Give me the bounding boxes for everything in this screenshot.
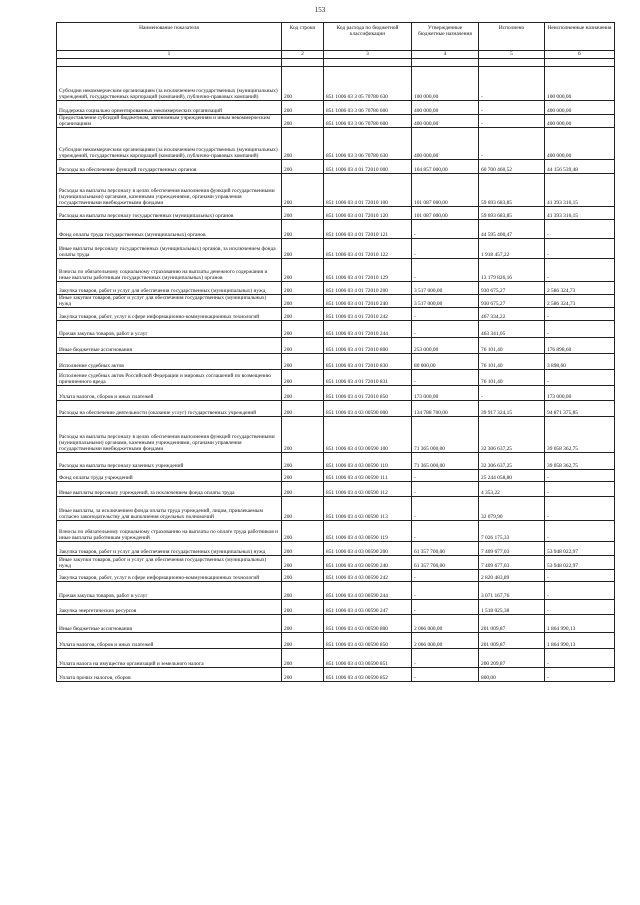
row-line-code: 200 — [282, 497, 324, 521]
row-unexecuted: - — [545, 259, 615, 282]
spacer-row — [57, 59, 615, 67]
row-line-code: 200 — [282, 308, 324, 321]
table-row — [57, 282, 615, 295]
row-name: Расходы на выплаты персоналу в целях обеспечения выполнения функций государственными (муниципальными) органами, казенными учреждениями, органами управления государственными внебюджетными фондами — [57, 417, 282, 453]
table-row — [57, 259, 615, 282]
row-approved: 71 365 000,00 — [412, 453, 479, 470]
row-executed: 467 334,22 — [479, 308, 545, 321]
row-executed: 930 675,27 — [479, 282, 545, 295]
row-budget-code: 851 1006 03 4 01 72010 850 — [324, 386, 412, 401]
row-line-code: 200 — [282, 370, 324, 386]
row-budget-code: 851 1006 03 4 01 72010 200 — [324, 282, 412, 295]
row-line-code: 200 — [282, 453, 324, 470]
row-line-code: 200 — [282, 521, 324, 542]
row-unexecuted: - — [545, 239, 615, 259]
table-row — [57, 649, 615, 668]
row-executed: - — [479, 386, 545, 401]
row-executed: 7 409 677,03 — [479, 542, 545, 556]
row-budget-code: 851 1006 03 3 06 70780 630 — [324, 128, 412, 160]
row-approved: 3 517 000,00 — [412, 295, 479, 308]
row-approved: - — [412, 521, 479, 542]
column-number-row — [57, 51, 615, 59]
row-name: Закупка товаров, работ и услуг для обеспечения государственных (муниципальных) нужд — [57, 542, 282, 556]
row-name: Фонд оплаты труда государственных (муниципальных) органов — [57, 220, 282, 239]
column-number: 5 — [479, 51, 545, 59]
row-approved: 104 857 000,00 — [412, 160, 479, 174]
table-row — [57, 115, 615, 128]
row-approved: - — [412, 259, 479, 282]
row-approved: 61 357 700,00 — [412, 542, 479, 556]
row-line-code: 200 — [282, 160, 324, 174]
table-row — [57, 308, 615, 321]
row-line-code: 200 — [282, 239, 324, 259]
header-approved: Утвержденные бюджетные назначения — [412, 23, 479, 51]
table-row — [57, 497, 615, 521]
row-name: Иные закупки товаров, работ и услуг для обеспечения государственных (муниципальных) нужд — [57, 295, 282, 308]
row-executed: 44 595 400,47 — [479, 220, 545, 239]
row-name: Исполнение судебных актов — [57, 354, 282, 370]
row-line-code: 200 — [282, 649, 324, 668]
row-name: Уплата прочих налогов, сборов — [57, 668, 282, 682]
header-row — [57, 23, 615, 51]
table-row — [57, 401, 615, 417]
row-unexecuted: - — [545, 668, 615, 682]
row-unexecuted: - — [545, 470, 615, 482]
row-name: Прочая закупка товаров, работ и услуг — [57, 582, 282, 600]
budget-execution-table — [56, 22, 615, 682]
row-budget-code: 851 1006 03 4 03 00590 000 — [324, 401, 412, 417]
row-budget-code: 851 1006 03 4 03 00590 242 — [324, 570, 412, 582]
row-name: Иные закупки товаров, работ и услуг для обеспечения государственных (муниципальных) нужд — [57, 556, 282, 570]
row-executed: 76 101,40 — [479, 354, 545, 370]
row-unexecuted: - — [545, 570, 615, 582]
row-line-code: 200 — [282, 207, 324, 220]
row-line-code: 200 — [282, 556, 324, 570]
header-budget-code: Код расхода по бюджетной классификации — [324, 23, 412, 51]
row-name: Закупка энергетических ресурсов — [57, 600, 282, 615]
row-unexecuted: 53 948 022,97 — [545, 542, 615, 556]
row-line-code: 200 — [282, 633, 324, 649]
row-budget-code: 851 1006 03 4 03 00590 110 — [324, 453, 412, 470]
row-unexecuted: 41 393 316,15 — [545, 207, 615, 220]
row-line-code: 200 — [282, 220, 324, 239]
row-approved: - — [412, 239, 479, 259]
row-budget-code: 851 1006 03 4 01 72010 242 — [324, 308, 412, 321]
row-unexecuted: - — [545, 582, 615, 600]
row-executed: 1 918 457,22 — [479, 239, 545, 259]
row-name: Закупка товаров, работ, услуг в сфере информационно-коммуникационных технологий — [57, 570, 282, 582]
row-budget-code: 851 1006 03 4 03 00590 113 — [324, 497, 412, 521]
row-name: Расходы на выплаты персоналу государственных (муниципальных) органов — [57, 207, 282, 220]
row-approved: 400 000,00 — [412, 128, 479, 160]
row-unexecuted: 94 871 375,85 — [545, 401, 615, 417]
row-unexecuted: 41 393 316,15 — [545, 174, 615, 207]
row-approved: 101 087 000,00 — [412, 207, 479, 220]
row-budget-code: 851 1006 03 3 05 70780 630 — [324, 67, 412, 101]
row-line-code: 200 — [282, 386, 324, 401]
table-row — [57, 321, 615, 338]
table-row — [57, 386, 615, 401]
row-approved: 173 000,00 — [412, 386, 479, 401]
table-row — [57, 542, 615, 556]
row-executed: 201 009,87 — [479, 633, 545, 649]
row-budget-code: 851 1006 03 4 03 00590 850 — [324, 633, 412, 649]
column-number: 4 — [412, 51, 479, 59]
row-line-code: 200 — [282, 295, 324, 308]
row-executed: 930 675,27 — [479, 295, 545, 308]
table-row — [57, 160, 615, 174]
row-executed: 32 079,90 — [479, 497, 545, 521]
column-number: 6 — [545, 51, 615, 59]
row-budget-code: 851 1006 03 4 01 72010 244 — [324, 321, 412, 338]
row-unexecuted: - — [545, 370, 615, 386]
row-line-code: 200 — [282, 417, 324, 453]
row-name: Иные выплаты персоналу государственных (муниципальных) органов, за исключением фонда оплаты труда — [57, 239, 282, 259]
row-name: Субсидии некоммерческим организациям (за исключением государственных (муниципальных) учреждений, государственных корпораций (компаний), публично-правовых компаний) — [57, 128, 282, 160]
table-row — [57, 295, 615, 308]
row-budget-code: 851 1006 03 4 01 72010 240 — [324, 295, 412, 308]
row-line-code: 200 — [282, 101, 324, 115]
row-unexecuted: 173 000,00 — [545, 386, 615, 401]
row-name: Субсидии некоммерческим организациям (за исключением государственных (муниципальных) учреждений, государственных корпораций (компаний), публично-правовых компаний) — [57, 67, 282, 101]
table-row — [57, 174, 615, 207]
row-approved: - — [412, 308, 479, 321]
row-line-code: 200 — [282, 259, 324, 282]
column-number: 3 — [324, 51, 412, 59]
row-unexecuted: 100 000,00 — [545, 67, 615, 101]
table-row — [57, 354, 615, 370]
row-name: Взносы по обязательному социальному страхованию на выплаты по оплате труда работников и иные выплаты работникам учреждений — [57, 521, 282, 542]
row-executed: 32 306 637,25 — [479, 417, 545, 453]
table-row — [57, 101, 615, 115]
row-approved: - — [412, 570, 479, 582]
column-number: 2 — [282, 51, 324, 59]
row-approved: - — [412, 470, 479, 482]
row-budget-code: 851 1006 03 4 03 00590 112 — [324, 482, 412, 497]
row-budget-code: 851 1006 03 4 01 72010 000 — [324, 160, 412, 174]
row-executed: 4 353,22 — [479, 482, 545, 497]
row-name: Закупка товаров, работ и услуг для обеспечения государственных (муниципальных) нужд — [57, 282, 282, 295]
row-budget-code: 851 1006 03 4 03 00590 851 — [324, 649, 412, 668]
row-budget-code: 851 1006 03 4 03 00590 111 — [324, 470, 412, 482]
row-budget-code: 851 1006 03 3 06 70780 600 — [324, 101, 412, 115]
row-executed: - — [479, 67, 545, 101]
table-row — [57, 220, 615, 239]
row-executed: 1 518 025,38 — [479, 600, 545, 615]
row-unexecuted: 2 586 324,73 — [545, 282, 615, 295]
table-row — [57, 668, 615, 682]
row-approved: 3 517 000,00 — [412, 282, 479, 295]
row-name: Поддержка социально ориентированных некоммерческих организаций — [57, 101, 282, 115]
row-unexecuted: 1 864 990,13 — [545, 633, 615, 649]
row-approved: - — [412, 668, 479, 682]
row-approved: 400 000,00 — [412, 115, 479, 128]
row-line-code: 200 — [282, 470, 324, 482]
row-executed: 3 071 167,76 — [479, 582, 545, 600]
row-name: Иные выплаты персоналу учреждений, за исключением фонда оплаты труда — [57, 482, 282, 497]
row-executed: 59 693 683,85 — [479, 207, 545, 220]
row-line-code: 200 — [282, 570, 324, 582]
row-executed: 201 009,87 — [479, 615, 545, 633]
row-name: Взносы по обязательному социальному страхованию на выплаты денежного содержания и иные выплаты работникам государственных (муниципальных) органов — [57, 259, 282, 282]
table-row — [57, 207, 615, 220]
row-line-code: 200 — [282, 582, 324, 600]
row-unexecuted: 39 058 362,75 — [545, 453, 615, 470]
row-line-code: 200 — [282, 174, 324, 207]
row-executed: - — [479, 115, 545, 128]
row-unexecuted: - — [545, 649, 615, 668]
table-row — [57, 633, 615, 649]
row-unexecuted: - — [545, 600, 615, 615]
row-unexecuted: 1 864 990,13 — [545, 615, 615, 633]
row-name: Исполнение судебных актов Российской Федерации и мировых соглашений по возмещению причиненного вреда — [57, 370, 282, 386]
row-approved: 71 365 000,00 — [412, 417, 479, 453]
row-approved: 253 000,00 — [412, 338, 479, 354]
row-unexecuted: 3 898,60 — [545, 354, 615, 370]
row-name: Расходы на обеспечение деятельности (оказание услуг) государственных учреждений — [57, 401, 282, 417]
row-name: Расходы на выплаты персоналу в целях обеспечения выполнения функций государственными (муниципальными) органами, казенными учреждениями, органами управления государственными внебюджетными фондами — [57, 174, 282, 207]
row-budget-code: 851 1006 03 4 01 72010 121 — [324, 220, 412, 239]
row-name: Иные выплаты, за исключением фонда оплаты труда учреждений, лицам, привлекаемым согласно законодательству для выполнения отдельных полномочий — [57, 497, 282, 521]
row-budget-code: 851 1006 03 4 01 72010 120 — [324, 207, 412, 220]
row-line-code: 200 — [282, 401, 324, 417]
row-approved: - — [412, 370, 479, 386]
table-row — [57, 453, 615, 470]
row-budget-code: 851 1006 03 4 03 00590 240 — [324, 556, 412, 570]
row-name: Фонд оплаты труда учреждений — [57, 470, 282, 482]
row-budget-code: 851 1006 03 4 03 00590 244 — [324, 582, 412, 600]
table-row — [57, 417, 615, 453]
row-approved: - — [412, 497, 479, 521]
row-executed: 59 693 683,85 — [479, 174, 545, 207]
row-name: Предоставление субсидий бюджетным, автономным учреждениям и иным некоммерческим организациям — [57, 115, 282, 128]
row-executed: 7 409 677,03 — [479, 556, 545, 570]
row-name: Иные бюджетные ассигнования — [57, 615, 282, 633]
row-approved: - — [412, 600, 479, 615]
row-budget-code: 851 1006 03 4 03 00590 119 — [324, 521, 412, 542]
row-budget-code: 851 1006 03 4 03 00590 247 — [324, 600, 412, 615]
row-unexecuted: - — [545, 521, 615, 542]
row-unexecuted: 400 000,00 — [545, 101, 615, 115]
row-line-code: 200 — [282, 67, 324, 101]
page-number: 153 — [314, 6, 326, 14]
row-executed: 200 209,87 — [479, 649, 545, 668]
table-row — [57, 582, 615, 600]
row-approved: 100 000,00 — [412, 67, 479, 101]
row-executed: - — [479, 128, 545, 160]
header-unexecuted: Неисполненные назначения — [545, 23, 615, 51]
row-line-code: 200 — [282, 282, 324, 295]
row-name: Уплата налогов, сборов и иных платежей — [57, 386, 282, 401]
row-approved: 61 357 700,00 — [412, 556, 479, 570]
row-executed: 13 179 826,16 — [479, 259, 545, 282]
row-executed: 39 917 324,15 — [479, 401, 545, 417]
row-unexecuted: - — [545, 308, 615, 321]
row-unexecuted: 39 058 362,75 — [545, 417, 615, 453]
row-budget-code: 851 1006 03 4 03 00590 852 — [324, 668, 412, 682]
header-executed: Исполнено — [479, 23, 545, 51]
row-budget-code: 851 1006 03 4 01 72010 830 — [324, 354, 412, 370]
table-row — [57, 556, 615, 570]
row-budget-code: 851 1006 03 4 03 00590 100 — [324, 417, 412, 453]
row-approved: 2 066 000,00 — [412, 615, 479, 633]
row-budget-code: 851 1006 03 3 06 70780 600 — [324, 115, 412, 128]
row-approved: 101 087 000,00 — [412, 174, 479, 207]
row-unexecuted: - — [545, 321, 615, 338]
row-executed: - — [479, 101, 545, 115]
row-executed: 76 101,40 — [479, 338, 545, 354]
row-approved: 2 066 000,00 — [412, 633, 479, 649]
row-line-code: 200 — [282, 321, 324, 338]
row-unexecuted: 44 156 539,48 — [545, 160, 615, 174]
table-row — [57, 338, 615, 354]
row-line-code: 200 — [282, 615, 324, 633]
row-unexecuted: 2 586 324,73 — [545, 295, 615, 308]
table-row — [57, 370, 615, 386]
row-executed: 25 244 058,80 — [479, 470, 545, 482]
row-budget-code: 851 1006 03 4 01 72010 100 — [324, 174, 412, 207]
row-name: Уплата налога на имущество организаций и земельного налога — [57, 649, 282, 668]
row-budget-code: 851 1006 03 4 01 72010 129 — [324, 259, 412, 282]
row-name: Уплата налогов, сборов и иных платежей — [57, 633, 282, 649]
row-executed: 7 026 175,33 — [479, 521, 545, 542]
table-row — [57, 482, 615, 497]
table-row — [57, 128, 615, 160]
row-unexecuted: - — [545, 497, 615, 521]
row-line-code: 200 — [282, 482, 324, 497]
row-name: Иные бюджетные ассигнования — [57, 338, 282, 354]
row-name: Прочая закупка товаров, работ и услуг — [57, 321, 282, 338]
row-line-code: 200 — [282, 128, 324, 160]
table-row — [57, 615, 615, 633]
row-unexecuted: 400 000,00 — [545, 128, 615, 160]
row-unexecuted: - — [545, 220, 615, 239]
table-row — [57, 521, 615, 542]
row-unexecuted: 53 948 022,97 — [545, 556, 615, 570]
row-approved: 80 000,00 — [412, 354, 479, 370]
row-line-code: 200 — [282, 338, 324, 354]
row-budget-code: 851 1006 03 4 03 00590 200 — [324, 542, 412, 556]
row-name: Расходы на обеспечение функций государственных органов — [57, 160, 282, 174]
row-unexecuted: 400 000,00 — [545, 115, 615, 128]
header-indicator-name: Наименование показателя — [57, 23, 282, 51]
row-executed: 2 820 483,89 — [479, 570, 545, 582]
table-row — [57, 239, 615, 259]
row-approved: - — [412, 649, 479, 668]
row-line-code: 200 — [282, 354, 324, 370]
row-name: Закупка товаров, работ, услуг в сфере информационно-коммуникационных технологий — [57, 308, 282, 321]
row-unexecuted: 176 898,60 — [545, 338, 615, 354]
header-line-code: Код строки — [282, 23, 324, 51]
row-executed: 76 101,40 — [479, 370, 545, 386]
table-row — [57, 67, 615, 101]
row-executed: 463 341,05 — [479, 321, 545, 338]
row-executed: 60 700 460,52 — [479, 160, 545, 174]
row-unexecuted: - — [545, 482, 615, 497]
row-name: Расходы на выплаты персоналу казенных учреждений — [57, 453, 282, 470]
row-executed: 32 306 637,25 — [479, 453, 545, 470]
row-budget-code: 851 1006 03 4 03 00590 800 — [324, 615, 412, 633]
row-line-code: 200 — [282, 600, 324, 615]
table-row — [57, 470, 615, 482]
row-approved: - — [412, 482, 479, 497]
row-line-code: 200 — [282, 542, 324, 556]
row-line-code: 200 — [282, 115, 324, 128]
row-approved: - — [412, 582, 479, 600]
row-executed: 800,00 — [479, 668, 545, 682]
row-approved: - — [412, 321, 479, 338]
row-line-code: 200 — [282, 668, 324, 682]
row-budget-code: 851 1006 03 4 01 72010 800 — [324, 338, 412, 354]
row-budget-code: 851 1006 03 4 01 72010 122 — [324, 239, 412, 259]
row-approved: 400 000,00 — [412, 101, 479, 115]
table-row — [57, 570, 615, 582]
row-budget-code: 851 1006 03 4 01 72010 831 — [324, 370, 412, 386]
row-approved: - — [412, 220, 479, 239]
column-number: 1 — [57, 51, 282, 59]
row-approved: 134 788 700,00 — [412, 401, 479, 417]
table-row — [57, 600, 615, 615]
